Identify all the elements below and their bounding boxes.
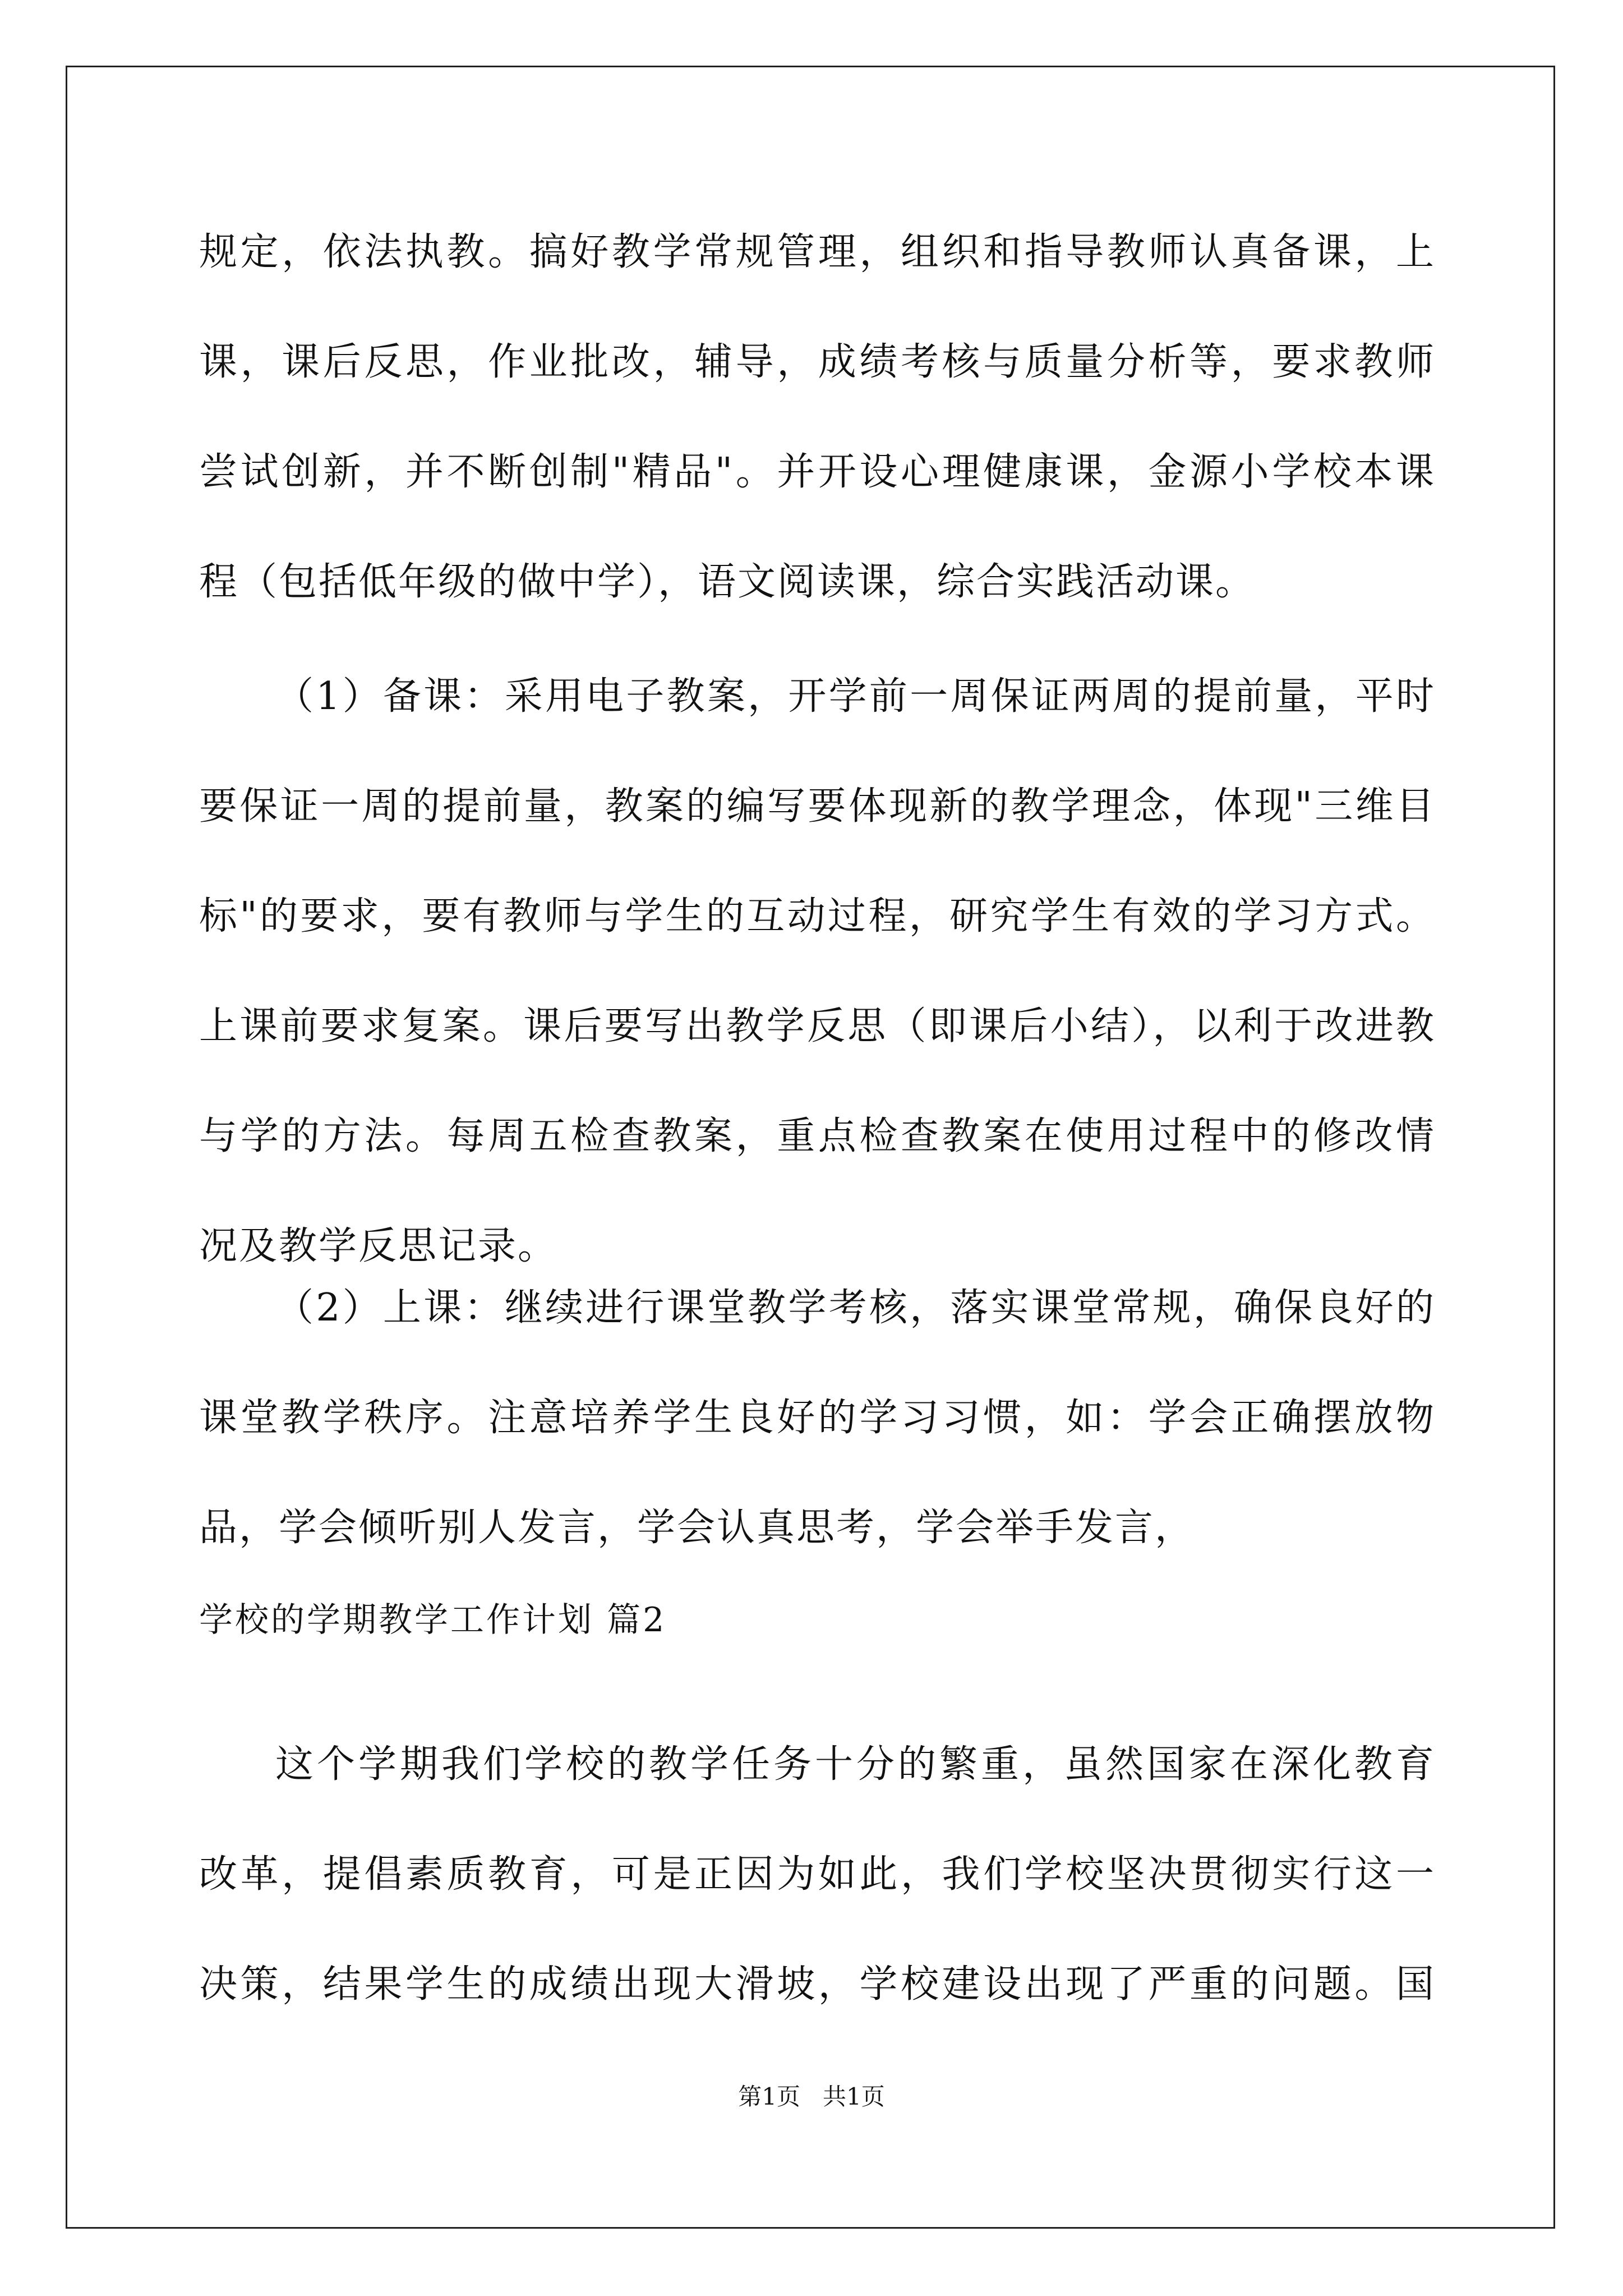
- section-heading: 学校的学期教学工作计划 篇2: [199, 1600, 667, 1640]
- text-line: 要保证一周的提前量，教案的编写要体现新的教学理念，体现"三维目: [199, 784, 1436, 829]
- text-line: 决策，结果学生的成绩出现大滑坡，学校建设出现了严重的问题。国: [199, 1962, 1436, 2007]
- text-line: 尝试创新，并不断创制"精品"。并开设心理健康课，金源小学校本课: [199, 450, 1436, 494]
- text-line: 课，课后反思，作业批改，辅导，成绩考核与质量分析等，要求教师: [199, 340, 1436, 384]
- text-line: 标"的要求，要有教师与学生的互动过程，研究学生有效的学习方式。: [199, 894, 1436, 938]
- text-line: 改革，提倡素质教育，可是正因为如此，我们学校坚决贯彻实行这一: [199, 1852, 1436, 1897]
- text-line: 况及教学反思记录。: [199, 1224, 558, 1268]
- text-line: 与学的方法。每周五检查教案，重点检查教案在使用过程中的修改情: [199, 1114, 1436, 1158]
- text-line: 课堂教学秩序。注意培养学生良好的学习习惯，如：学会正确摆放物: [199, 1396, 1436, 1440]
- text-line: 规定，依法执教。搞好教学常规管理，组织和指导教师认真备课，上: [199, 230, 1436, 274]
- text-line: 品，学会倾听别人发言，学会认真思考，学会举手发言，: [199, 1506, 1195, 1550]
- paragraph-classes: [199, 1253, 1436, 1583]
- paragraph-lesson-prep: [199, 642, 1436, 1301]
- text-line: 上课前要求复案。课后要写出教学反思（即课后小结），以利于改进教: [199, 1004, 1436, 1048]
- page-number-footer: 第1页 共1页: [738, 2083, 885, 2110]
- text-line: 程（包括低年级的做中学），语文阅读课，综合实践活动课。: [199, 560, 1256, 604]
- paragraph-semester-intro: [199, 1710, 1436, 2040]
- text-line: 这个学期我们学校的教学任务十分的繁重，虽然国家在深化教育: [275, 1742, 1436, 1787]
- text-line: （2）上课：继续进行课堂教学考核，落实课堂常规，确保良好的: [275, 1286, 1436, 1330]
- paragraph-teaching-rules: [199, 197, 1436, 637]
- text-line: （1）备课：采用电子教案，开学前一周保证两周的提前量，平时: [275, 674, 1436, 719]
